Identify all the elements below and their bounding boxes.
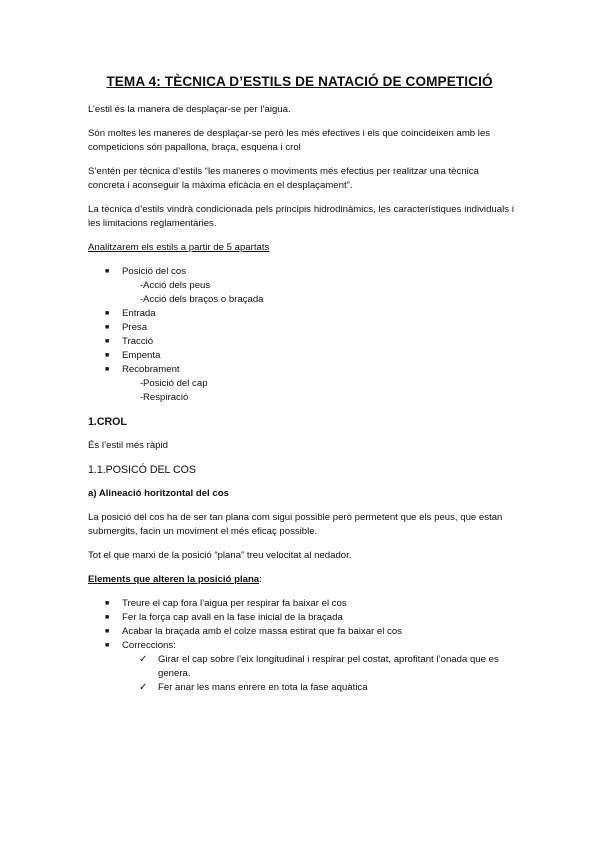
bullet-icon: ■ bbox=[105, 324, 110, 331]
bullet-icon: ■ bbox=[105, 366, 110, 373]
list-item: ■ Treure el cap fora l’aigua per respirar fa baixar el cos bbox=[105, 598, 347, 609]
list-item: ■ Entrada bbox=[105, 308, 156, 319]
intro-paragraph: Són moltes les maneres de desplaçar-se però les més efectives i els que coincideixen amb les competicions són papallona, braça, esquena i crol bbox=[88, 128, 491, 153]
subsection-heading: 1.1.POSICÓ DEL COS bbox=[88, 464, 196, 476]
list-item: - Acció dels peus bbox=[140, 280, 211, 291]
elements-list bbox=[88, 597, 514, 695]
intro-paragraph: L’estil és la manera de desplaçar-se per l’aigua. bbox=[88, 104, 291, 115]
bullet-icon: ■ bbox=[105, 268, 110, 275]
list-item: ■ Presa bbox=[105, 322, 148, 333]
dash-icon: - bbox=[140, 294, 144, 305]
list-item: ■ Fer la força cap avall en la fase inicial de la braçada bbox=[105, 612, 343, 623]
list-item: - Posició del cap bbox=[140, 378, 208, 389]
bullet-icon: ■ bbox=[105, 600, 110, 607]
list-item: - Acció dels braços o braçada bbox=[140, 294, 264, 305]
list-item: ■ Posició del cos bbox=[105, 266, 186, 277]
bullet-icon: ■ bbox=[105, 614, 110, 621]
list-item: ✓ Girar el cap sobre l’eix longitudinal i respirar pel costat, aprofitant l’onada que es genera. bbox=[139, 654, 499, 679]
checkmark-icon: ✓ bbox=[139, 654, 148, 665]
intro-paragraph: La tècnica d’estils vindrà condicionada pels principis hidrodinàmics, les característiques individuals i les limitacions reglamentàries. bbox=[88, 204, 514, 229]
list-item: ■ Correccions: bbox=[105, 640, 176, 651]
list-item: ✓ Fer anar les mans enrere en tota la fase aquàtica bbox=[139, 682, 368, 693]
bullet-icon: ■ bbox=[105, 642, 110, 649]
section-heading: 1.CROL bbox=[88, 416, 127, 428]
list-item: - Respiració bbox=[140, 392, 189, 403]
dash-icon: - bbox=[140, 280, 144, 291]
list-item: ■ Recobrament bbox=[105, 364, 180, 375]
sections-list bbox=[88, 265, 514, 405]
crol-text: És l’estil més ràpid bbox=[88, 440, 168, 451]
bullet-icon: ■ bbox=[105, 352, 110, 359]
list-item: ■ Tracció bbox=[105, 336, 154, 347]
elements-heading: Elements que alteren la posició plana: bbox=[88, 574, 262, 585]
body-paragraph: La posició del cos ha de ser tan plana com sigui possible però permetent que els peus, que estan submergits, facin un moviment el més eficaç possible. bbox=[88, 512, 503, 537]
analysis-heading: Analitzarem els estils a partir de 5 apartats bbox=[88, 242, 270, 253]
document-body bbox=[88, 103, 514, 695]
subsubsection-heading: a) Alineació horitzontal del cos bbox=[88, 488, 229, 499]
list-item: ■ Acabar la braçada amb el colze massa estirat que fa baixar el cos bbox=[105, 626, 402, 637]
checkmark-icon: ✓ bbox=[139, 682, 148, 693]
intro-paragraph: S’entén per tècnica d’estils “les maneres o moviments més efectius per realitzar una tècnica concreta i aconseguir la màxima eficàcia en el desplaçament”. bbox=[88, 166, 479, 191]
bullet-icon: ■ bbox=[105, 338, 110, 345]
list-item: ■ Empenta bbox=[105, 350, 161, 361]
bullet-icon: ■ bbox=[105, 628, 110, 635]
body-paragraph: Tot el que marxi de la posició “plana” treu velocitat al nedador. bbox=[88, 550, 352, 561]
dash-icon: - bbox=[140, 392, 144, 403]
bullet-icon: ■ bbox=[105, 310, 110, 317]
dash-icon: - bbox=[140, 378, 144, 389]
page-title: TEMA 4: TÈCNICA D’ESTILS DE NATACIÓ DE COMPETICIÓ bbox=[106, 74, 493, 89]
